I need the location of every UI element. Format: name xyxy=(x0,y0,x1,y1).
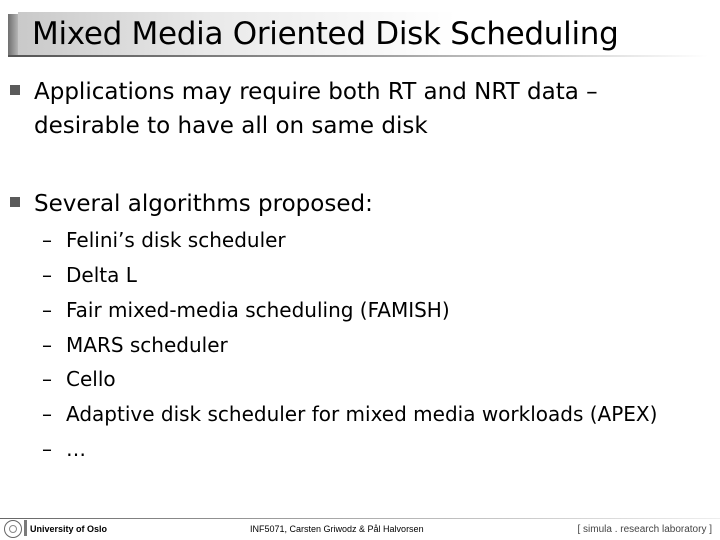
dash-bullet-icon: – xyxy=(42,263,52,287)
sub-item xyxy=(42,401,657,427)
sub-item xyxy=(42,436,86,462)
dash-bullet-icon: – xyxy=(42,437,52,461)
footer-institution: University of Oslo xyxy=(30,524,108,534)
title-underline xyxy=(8,55,708,57)
sub-item xyxy=(42,366,116,392)
sub-item-text: MARS scheduler xyxy=(66,333,228,357)
sub-item xyxy=(42,227,286,253)
square-bullet-icon xyxy=(10,197,20,207)
slide-title: Mixed Media Oriented Disk Scheduling xyxy=(32,16,619,52)
dash-bullet-icon: – xyxy=(42,298,52,322)
sub-item-text: Felini’s disk scheduler xyxy=(66,228,286,252)
sub-item xyxy=(42,297,450,323)
sub-item-text: … xyxy=(66,437,86,461)
sub-item-text: Delta L xyxy=(66,263,137,287)
square-bullet-icon xyxy=(10,85,20,95)
footer-course: INF5071, Carsten Griwodz & Pål Halvorsen xyxy=(250,524,424,534)
sub-item xyxy=(42,262,137,288)
bullet-text-line: desirable to have all on same disk xyxy=(34,113,428,139)
footer-divider xyxy=(0,518,720,519)
dash-bullet-icon: – xyxy=(42,367,52,391)
dash-bullet-icon: – xyxy=(42,333,52,357)
sub-item-text: Adaptive disk scheduler for mixed media workloads (APEX) xyxy=(66,402,658,426)
logo-divider xyxy=(24,520,27,536)
bullet-text-line: Several algorithms proposed: xyxy=(34,191,373,217)
sub-item-text: Cello xyxy=(66,367,116,391)
dash-bullet-icon: – xyxy=(42,228,52,252)
dash-bullet-icon: – xyxy=(42,402,52,426)
university-seal-icon xyxy=(4,520,22,538)
bullet-text-line: Applications may require both RT and NRT data – xyxy=(34,79,598,105)
footer-lab-logo: [ simula . research laboratory ] xyxy=(577,524,712,535)
sub-item-text: Fair mixed-media scheduling (FAMISH) xyxy=(66,298,450,322)
title-accent-bar xyxy=(8,14,18,56)
sub-item xyxy=(42,332,228,358)
